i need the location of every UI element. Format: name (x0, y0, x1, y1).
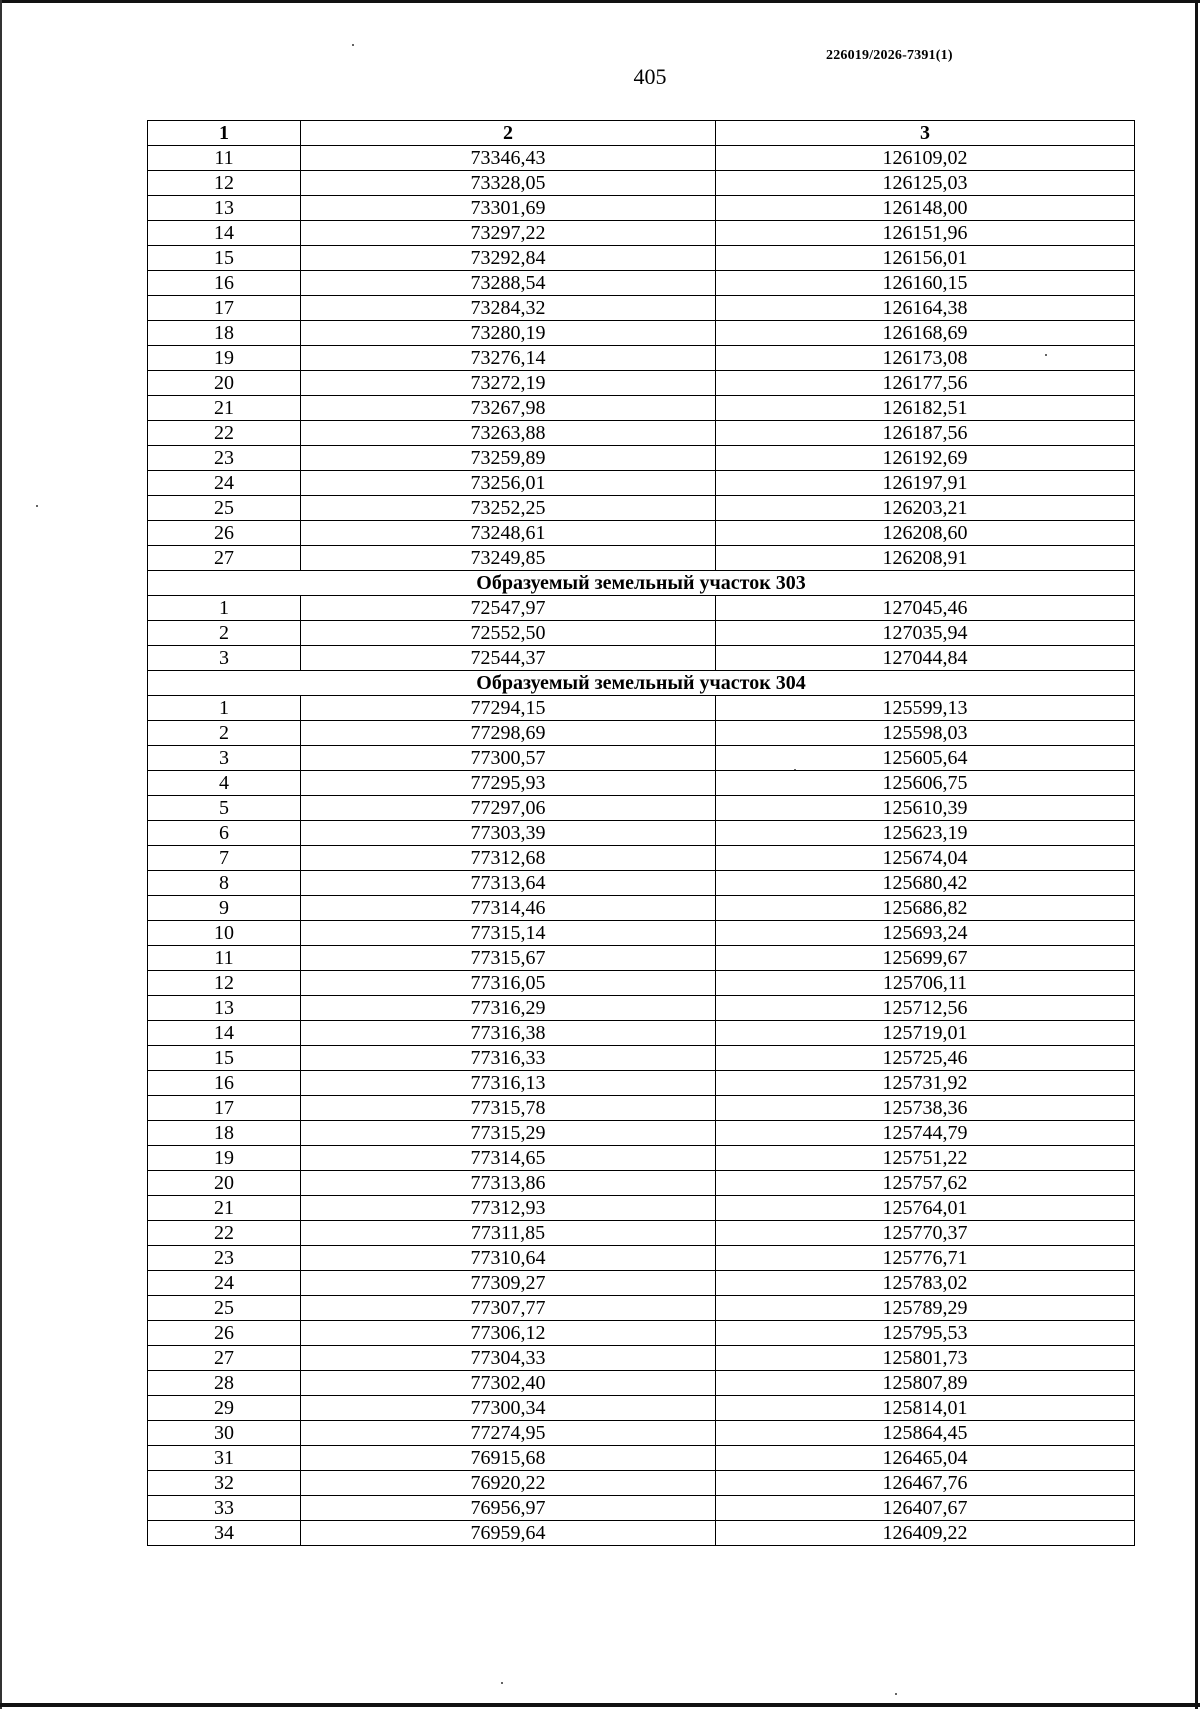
table-row (148, 1496, 1135, 1521)
point-number-cell: 14 (148, 221, 301, 246)
y-coordinate-cell: 125864,45 (716, 1421, 1135, 1446)
point-number-cell: 16 (148, 271, 301, 296)
x-coordinate-cell: 73252,25 (301, 496, 716, 521)
y-coordinate-cell: 125801,73 (716, 1346, 1135, 1371)
y-coordinate-cell: 125731,92 (716, 1071, 1135, 1096)
x-coordinate-cell: 76915,68 (301, 1446, 716, 1471)
x-coordinate-cell: 77304,33 (301, 1346, 716, 1371)
x-coordinate-cell: 73297,22 (301, 221, 716, 246)
y-coordinate-cell: 126109,02 (716, 146, 1135, 171)
point-number-cell: 1 (148, 596, 301, 621)
point-number-cell: 15 (148, 246, 301, 271)
y-coordinate-cell: 125610,39 (716, 796, 1135, 821)
x-coordinate-cell: 77300,57 (301, 746, 716, 771)
y-coordinate-cell: 126467,76 (716, 1471, 1135, 1496)
y-coordinate-cell: 125807,89 (716, 1371, 1135, 1396)
point-number-cell: 34 (148, 1521, 301, 1546)
point-number-cell: 25 (148, 496, 301, 521)
point-number-cell: 2 (148, 721, 301, 746)
x-coordinate-cell: 77309,27 (301, 1271, 716, 1296)
point-number-cell: 26 (148, 521, 301, 546)
scan-speck (352, 44, 354, 46)
section-title: Образуемый земельный участок 304 (148, 671, 1135, 696)
document-registration-number: 226019/2026-7391(1) (826, 48, 953, 63)
y-coordinate-cell: 125776,71 (716, 1246, 1135, 1271)
scan-speck (36, 505, 38, 507)
y-coordinate-cell: 125699,67 (716, 946, 1135, 971)
point-number-cell: 24 (148, 1271, 301, 1296)
table-row (148, 221, 1135, 246)
y-coordinate-cell: 126208,91 (716, 546, 1135, 571)
table-row (148, 1271, 1135, 1296)
x-coordinate-cell: 77313,86 (301, 1171, 716, 1196)
point-number-cell: 3 (148, 746, 301, 771)
column-header-2: 2 (301, 121, 716, 146)
x-coordinate-cell: 77298,69 (301, 721, 716, 746)
coordinates-table (147, 120, 1135, 1546)
point-number-cell: 12 (148, 171, 301, 196)
y-coordinate-cell: 126164,38 (716, 296, 1135, 321)
table-row (148, 1021, 1135, 1046)
scan-border-right (1195, 0, 1198, 1709)
point-number-cell: 6 (148, 821, 301, 846)
y-coordinate-cell: 125789,29 (716, 1296, 1135, 1321)
table-row (148, 1396, 1135, 1421)
x-coordinate-cell: 77316,05 (301, 971, 716, 996)
point-number-cell: 21 (148, 1196, 301, 1221)
table-row (148, 896, 1135, 921)
column-header-3: 3 (716, 121, 1135, 146)
table-row (148, 1071, 1135, 1096)
point-number-cell: 31 (148, 1446, 301, 1471)
point-number-cell: 17 (148, 1096, 301, 1121)
x-coordinate-cell: 73259,89 (301, 446, 716, 471)
y-coordinate-cell: 125764,01 (716, 1196, 1135, 1221)
point-number-cell: 3 (148, 646, 301, 671)
table-row (148, 396, 1135, 421)
y-coordinate-cell: 126407,67 (716, 1496, 1135, 1521)
point-number-cell: 8 (148, 871, 301, 896)
page-number: 405 (633, 64, 667, 89)
x-coordinate-cell: 77312,68 (301, 846, 716, 871)
x-coordinate-cell: 77310,64 (301, 1246, 716, 1271)
table-row (148, 1421, 1135, 1446)
x-coordinate-cell: 77316,38 (301, 1021, 716, 1046)
y-coordinate-cell: 125814,01 (716, 1396, 1135, 1421)
y-coordinate-cell: 126203,21 (716, 496, 1135, 521)
table-row (148, 621, 1135, 646)
scan-border-top (0, 0, 1200, 3)
table-row (148, 1446, 1135, 1471)
point-number-cell: 4 (148, 771, 301, 796)
point-number-cell: 19 (148, 346, 301, 371)
y-coordinate-cell: 125738,36 (716, 1096, 1135, 1121)
y-coordinate-cell: 125693,24 (716, 921, 1135, 946)
x-coordinate-cell: 72552,50 (301, 621, 716, 646)
y-coordinate-cell: 125712,56 (716, 996, 1135, 1021)
y-coordinate-cell: 125770,37 (716, 1221, 1135, 1246)
y-coordinate-cell: 126173,08 (716, 346, 1135, 371)
column-header-1: 1 (148, 121, 301, 146)
section-title: Образуемый земельный участок 303 (148, 571, 1135, 596)
y-coordinate-cell: 126151,96 (716, 221, 1135, 246)
x-coordinate-cell: 76956,97 (301, 1496, 716, 1521)
point-number-cell: 22 (148, 1221, 301, 1246)
x-coordinate-cell: 77306,12 (301, 1321, 716, 1346)
table-row (148, 921, 1135, 946)
x-coordinate-cell: 77315,67 (301, 946, 716, 971)
table-row (148, 171, 1135, 196)
point-number-cell: 33 (148, 1496, 301, 1521)
table-row (148, 1521, 1135, 1546)
point-number-cell: 15 (148, 1046, 301, 1071)
section-row (148, 671, 1135, 696)
y-coordinate-cell: 126177,56 (716, 371, 1135, 396)
x-coordinate-cell: 77297,06 (301, 796, 716, 821)
y-coordinate-cell: 125783,02 (716, 1271, 1135, 1296)
table-row (148, 546, 1135, 571)
table-row (148, 871, 1135, 896)
point-number-cell: 1 (148, 696, 301, 721)
y-coordinate-cell: 125744,79 (716, 1121, 1135, 1146)
point-number-cell: 22 (148, 421, 301, 446)
y-coordinate-cell: 126168,69 (716, 321, 1135, 346)
table-row (148, 1221, 1135, 1246)
scan-speck (895, 1693, 897, 1695)
x-coordinate-cell: 73248,61 (301, 521, 716, 546)
point-number-cell: 20 (148, 371, 301, 396)
y-coordinate-cell: 126208,60 (716, 521, 1135, 546)
point-number-cell: 29 (148, 1396, 301, 1421)
table-row (148, 346, 1135, 371)
y-coordinate-cell: 127035,94 (716, 621, 1135, 646)
y-coordinate-cell: 125751,22 (716, 1146, 1135, 1171)
table-row (148, 1046, 1135, 1071)
point-number-cell: 30 (148, 1421, 301, 1446)
y-coordinate-cell: 125598,03 (716, 721, 1135, 746)
x-coordinate-cell: 77316,33 (301, 1046, 716, 1071)
x-coordinate-cell: 77300,34 (301, 1396, 716, 1421)
table-body (148, 146, 1135, 1546)
table-row (148, 696, 1135, 721)
x-coordinate-cell: 77295,93 (301, 771, 716, 796)
point-number-cell: 18 (148, 321, 301, 346)
table-row (148, 446, 1135, 471)
table-row (148, 146, 1135, 171)
table-row (148, 1371, 1135, 1396)
x-coordinate-cell: 73267,98 (301, 396, 716, 421)
point-number-cell: 10 (148, 921, 301, 946)
point-number-cell: 20 (148, 1171, 301, 1196)
table-row (148, 471, 1135, 496)
point-number-cell: 5 (148, 796, 301, 821)
table-row (148, 771, 1135, 796)
table-row (148, 1346, 1135, 1371)
point-number-cell: 9 (148, 896, 301, 921)
point-number-cell: 27 (148, 1346, 301, 1371)
point-number-cell: 24 (148, 471, 301, 496)
point-number-cell: 13 (148, 196, 301, 221)
y-coordinate-cell: 125674,04 (716, 846, 1135, 871)
point-number-cell: 26 (148, 1321, 301, 1346)
table-row (148, 846, 1135, 871)
point-number-cell: 18 (148, 1121, 301, 1146)
x-coordinate-cell: 77316,29 (301, 996, 716, 1021)
scan-border-left (0, 0, 2, 1709)
x-coordinate-cell: 77312,93 (301, 1196, 716, 1221)
x-coordinate-cell: 77303,39 (301, 821, 716, 846)
point-number-cell: 7 (148, 846, 301, 871)
x-coordinate-cell: 77307,77 (301, 1296, 716, 1321)
table-row (148, 1171, 1135, 1196)
x-coordinate-cell: 73284,32 (301, 296, 716, 321)
table-row (148, 1296, 1135, 1321)
point-number-cell: 19 (148, 1146, 301, 1171)
x-coordinate-cell: 72547,97 (301, 596, 716, 621)
table-row (148, 646, 1135, 671)
point-number-cell: 28 (148, 1371, 301, 1396)
y-coordinate-cell: 125719,01 (716, 1021, 1135, 1046)
table-row (148, 521, 1135, 546)
x-coordinate-cell: 76959,64 (301, 1521, 716, 1546)
point-number-cell: 23 (148, 446, 301, 471)
table-row (148, 596, 1135, 621)
table-row (148, 321, 1135, 346)
x-coordinate-cell: 73346,43 (301, 146, 716, 171)
x-coordinate-cell: 73301,69 (301, 196, 716, 221)
point-number-cell: 13 (148, 996, 301, 1021)
x-coordinate-cell: 73292,84 (301, 246, 716, 271)
x-coordinate-cell: 77315,29 (301, 1121, 716, 1146)
y-coordinate-cell: 125623,19 (716, 821, 1135, 846)
point-number-cell: 25 (148, 1296, 301, 1321)
table-row (148, 971, 1135, 996)
y-coordinate-cell: 126465,04 (716, 1446, 1135, 1471)
point-number-cell: 16 (148, 1071, 301, 1096)
y-coordinate-cell: 125725,46 (716, 1046, 1135, 1071)
x-coordinate-cell: 77315,14 (301, 921, 716, 946)
y-coordinate-cell: 125605,64 (716, 746, 1135, 771)
y-coordinate-cell: 126125,03 (716, 171, 1135, 196)
x-coordinate-cell: 73328,05 (301, 171, 716, 196)
y-coordinate-cell: 126156,01 (716, 246, 1135, 271)
table-row (148, 1121, 1135, 1146)
y-coordinate-cell: 125795,53 (716, 1321, 1135, 1346)
y-coordinate-cell: 125706,11 (716, 971, 1135, 996)
x-coordinate-cell: 77274,95 (301, 1421, 716, 1446)
table-row (148, 196, 1135, 221)
x-coordinate-cell: 77316,13 (301, 1071, 716, 1096)
y-coordinate-cell: 126160,15 (716, 271, 1135, 296)
x-coordinate-cell: 77315,78 (301, 1096, 716, 1121)
x-coordinate-cell: 73280,19 (301, 321, 716, 346)
x-coordinate-cell: 77313,64 (301, 871, 716, 896)
table-row (148, 1246, 1135, 1271)
point-number-cell: 17 (148, 296, 301, 321)
x-coordinate-cell: 73256,01 (301, 471, 716, 496)
x-coordinate-cell: 77314,65 (301, 1146, 716, 1171)
x-coordinate-cell: 77294,15 (301, 696, 716, 721)
y-coordinate-cell: 126148,00 (716, 196, 1135, 221)
table-row (148, 1321, 1135, 1346)
table-row (148, 1471, 1135, 1496)
x-coordinate-cell: 73288,54 (301, 271, 716, 296)
y-coordinate-cell: 125606,75 (716, 771, 1135, 796)
point-number-cell: 11 (148, 146, 301, 171)
y-coordinate-cell: 125686,82 (716, 896, 1135, 921)
y-coordinate-cell: 126197,91 (716, 471, 1135, 496)
point-number-cell: 32 (148, 1471, 301, 1496)
table-row (148, 996, 1135, 1021)
table-row (148, 246, 1135, 271)
table-row (148, 821, 1135, 846)
x-coordinate-cell: 73276,14 (301, 346, 716, 371)
y-coordinate-cell: 126409,22 (716, 1521, 1135, 1546)
table-row (148, 796, 1135, 821)
x-coordinate-cell: 73272,19 (301, 371, 716, 396)
y-coordinate-cell: 126192,69 (716, 446, 1135, 471)
x-coordinate-cell: 77302,40 (301, 1371, 716, 1396)
point-number-cell: 27 (148, 546, 301, 571)
table-header-row (148, 121, 1135, 146)
y-coordinate-cell: 125680,42 (716, 871, 1135, 896)
table-row (148, 271, 1135, 296)
y-coordinate-cell: 127044,84 (716, 646, 1135, 671)
table-row (148, 1146, 1135, 1171)
x-coordinate-cell: 77314,46 (301, 896, 716, 921)
x-coordinate-cell: 73263,88 (301, 421, 716, 446)
y-coordinate-cell: 125757,62 (716, 1171, 1135, 1196)
scan-speck (501, 1682, 503, 1684)
table-row (148, 721, 1135, 746)
point-number-cell: 14 (148, 1021, 301, 1046)
y-coordinate-cell: 127045,46 (716, 596, 1135, 621)
table-row (148, 421, 1135, 446)
point-number-cell: 2 (148, 621, 301, 646)
table-row (148, 496, 1135, 521)
table-row (148, 1196, 1135, 1221)
table-row (148, 1096, 1135, 1121)
point-number-cell: 12 (148, 971, 301, 996)
y-coordinate-cell: 126187,56 (716, 421, 1135, 446)
x-coordinate-cell: 76920,22 (301, 1471, 716, 1496)
point-number-cell: 11 (148, 946, 301, 971)
x-coordinate-cell: 72544,37 (301, 646, 716, 671)
table-row (148, 296, 1135, 321)
y-coordinate-cell: 126182,51 (716, 396, 1135, 421)
y-coordinate-cell: 125599,13 (716, 696, 1135, 721)
x-coordinate-cell: 77311,85 (301, 1221, 716, 1246)
table-row (148, 946, 1135, 971)
table-row (148, 371, 1135, 396)
point-number-cell: 23 (148, 1246, 301, 1271)
x-coordinate-cell: 73249,85 (301, 546, 716, 571)
table-header (148, 121, 1135, 146)
section-row (148, 571, 1135, 596)
table-row (148, 746, 1135, 771)
scan-border-bottom (0, 1703, 1200, 1707)
point-number-cell: 21 (148, 396, 301, 421)
